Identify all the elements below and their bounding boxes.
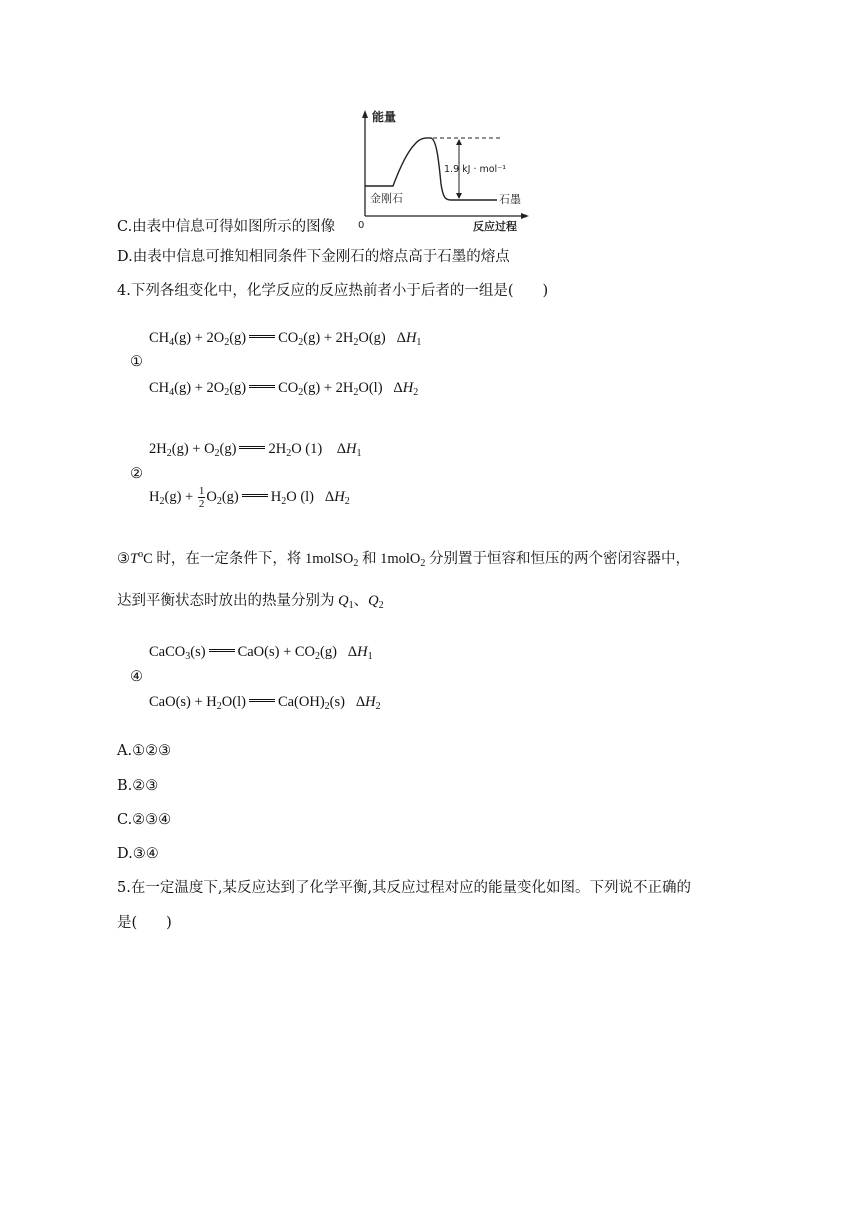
q4-item3-line1: $③T^oC$ 时，在一定条件下，将 1molSO$_2$ 和 1molO$_2$ 分别置于恒容和恒压的两个密闭容器中， xyxy=(117,549,690,569)
q4-option-d: D.③④ xyxy=(117,846,159,862)
q4-item3-line2: 达到平衡状态时放出的热量分别为 $Q_1$、$Q_2$ xyxy=(117,593,384,611)
reaction-arrow-icon xyxy=(209,649,235,652)
arrow-up-icon xyxy=(456,139,462,145)
q4-item1-marker: ① xyxy=(130,354,143,370)
y-axis-arrow-icon xyxy=(362,110,368,118)
q4-item4-eq2: $CaO(s) + H_2O(l)$ $Ca(OH)_2(s)$ $\Delta H_2$ xyxy=(149,694,381,712)
q4-item4-eq1: CaCO$_3$(s) $CaO(s) + CO_2(g)$ $\Delta H_1$ xyxy=(149,644,373,662)
q5-stem-line2: 是( ) xyxy=(117,915,172,931)
q4-option-a: A.①②③ xyxy=(117,743,172,759)
q4-item4-marker: ④ xyxy=(130,669,143,685)
reaction-arrow-icon xyxy=(239,446,265,449)
x-axis-label: 反应过程 xyxy=(473,220,517,232)
q4-option-c: C.②③④ xyxy=(117,812,172,828)
reaction-arrow-icon xyxy=(249,385,275,388)
q4-item2-eq1: $2H_2(g) + O_2(g)$ $2H_2O$ (1) $\Delta H_1$ xyxy=(149,441,362,459)
reaction-arrow-icon xyxy=(249,699,275,702)
origin-label: 0 xyxy=(358,220,365,231)
fraction-one-half: $\frac{1}{2}$ xyxy=(198,485,205,510)
q4-item2-eq2: $H_2(g)$ + $\frac{1}{2}$ $O_2(g)$ $H_2O$ (l) $\Delta H_2$ xyxy=(149,485,350,510)
graphite-label: 石墨 xyxy=(499,193,521,206)
reaction-arrow-icon xyxy=(249,335,275,338)
q4-item2-marker: ② xyxy=(130,466,143,482)
reaction-arrow-icon xyxy=(242,494,268,497)
diamond-label: 金刚石 xyxy=(370,192,403,205)
y-axis-label: 能量 xyxy=(372,110,397,124)
q3-option-d: D.由表中信息可推知相同条件下金刚石的熔点高于石墨的熔点 xyxy=(117,249,510,265)
q4-item1-eq1: $CH_4(g) + 2O_2(g) CO_2(g) + 2H_2O(g)$ $\Delta H_1$ xyxy=(149,330,422,348)
energy-diff-label: 1.9 kJ · mol⁻¹ xyxy=(444,164,507,175)
q3-option-c: C.由表中信息可得如图所示的图像 xyxy=(117,219,336,235)
q4-item1-eq2: $CH_4(g) + 2O_2(g) CO_2(g) + 2H_2O(l)$ $\Delta H_2$ xyxy=(149,380,419,398)
x-axis-arrow-icon xyxy=(521,213,529,219)
arrow-down-icon xyxy=(456,193,462,199)
q4-item3-marker: ③ xyxy=(117,551,130,567)
q5-stem-line1: 5.在一定温度下,某反应达到了化学平衡,其反应过程对应的能量变化如图。下列说不正确的 xyxy=(117,880,692,896)
energy-diagram xyxy=(355,104,555,232)
q4-option-b: B.②③ xyxy=(117,778,159,794)
q4-stem: 4.下列各组变化中，化学反应的反应热前者小于后者的一组是( ) xyxy=(117,283,549,299)
